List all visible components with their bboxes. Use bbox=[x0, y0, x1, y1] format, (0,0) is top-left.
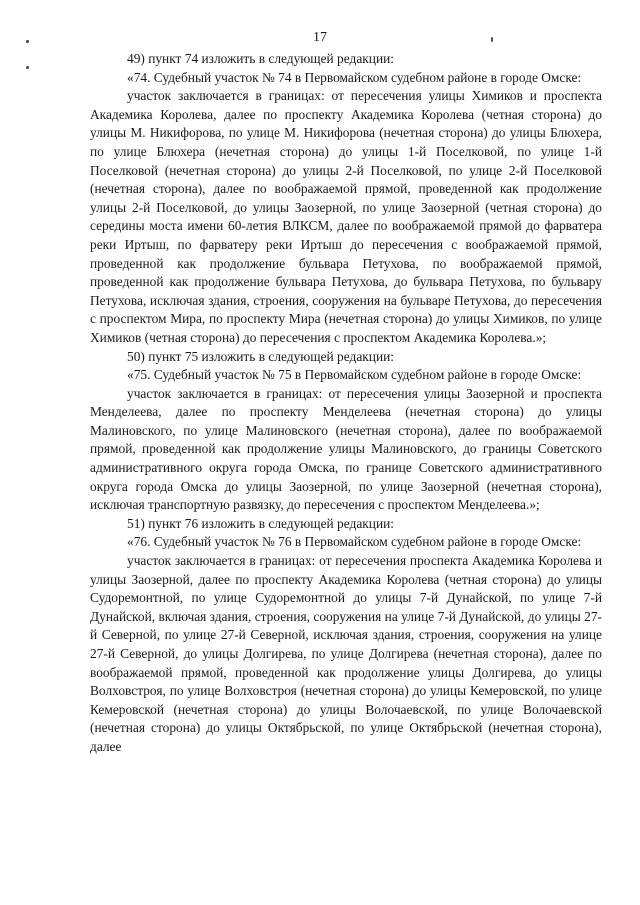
amendment-51: 51) пункт 76 изложить в следующей редакции: bbox=[127, 515, 395, 531]
court-section-75-heading: «75. Судебный участок № 75 в Первомайском судебном районе в городе Омске: bbox=[127, 367, 582, 383]
court-section-76-boundaries: участок заключается в границах: от пересечения проспекта Академика Королева и улицы Заозерной, далее по проспекту Академика Королева (четная сторона) до улицы Судоремонтной, по улице Судоремонтной до улицы 7-й Дунайской, по улице 7-й Дунайской, включая здания, строения, сооружения на улице 7-й Дунайской, до улицы 27-й Северной, по улице 27-й Северной, исключая здания, строения, сооружения на улице 27-й Северной, до улицы Долгирева, по улице Долгирева (нечетная сторона), далее по воображаемой прямой, проведенной как продолжение улицы Долгирева, до улицы Волховстроя, по улице Волховстроя (нечетная сторона) до улицы Кемеровской, по улице Кемеровской (нечетная сторона) до улицы Волочаевской, по улице Волочаевской (нечетная сторона) до улицы Октябрьской, по улице Октябрьской (нечетная сторона), далее bbox=[90, 553, 602, 754]
scan-mark bbox=[26, 66, 29, 69]
page-number: 17 bbox=[313, 30, 327, 45]
scan-mark bbox=[26, 40, 29, 43]
court-section-75-boundaries: участок заключается в границах: от пересечения улицы Заозерной и проспекта Менделеева, далее по проспекту Менделеева (нечетная сторона) до улицы Малиновского, по улице Малиновского (нечетная сторона), далее по воображаемой прямой, проведенной как продолжение улицы Малиновского, до границы Советского административного округа города Омска, по границе Советского административного округа города Омска до улицы Заозерной, по улице Заозерной (нечетная сторона), исключая транспортную развязку, до пересечения с проспектом Менделеева.»; bbox=[90, 385, 602, 513]
court-section-74-boundaries: участок заключается в границах: от пересечения улицы Химиков и проспекта Академика Королева, далее по проспекту Академика Королева (четная сторона) до улицы М. Никифорова, по улице М. Никифорова (нечетная сторона) до улицы Блюхера, по улице Блюхера (нечетная сторона) до улицы 1-й Поселковой, по улице 1-й Поселковой (нечетная сторона) до улицы 2-й Поселковой, по улице 2-й Поселковой (нечетная сторона), далее по воображаемой прямой, проведенной как продолжение улицы 2-й Поселковой, до улицы Заозерной, по улице Заозерной (четная сторона) до середины моста имени 60-летия ВЛКСМ, далее по воображаемой прямой до фарватера реки Иртыш, по фарватеру реки Иртыш до пересечения с воображаемой прямой, проведенной как продолжение бульвара Петухова, по воображаемой прямой, проведенной как продолжение бульвара Петухова, до бульвара Петухова, по бульвару Петухова, исключая здания, строения, сооружения на бульваре Петухова, до пересечения с проспектом Мира, по проспекту Мира (нечетная сторона) до улицы Химиков, по улице Химиков (четная сторона) до пересечения с проспектом Академика Королева.»; bbox=[90, 88, 602, 345]
scan-mark bbox=[491, 37, 493, 42]
amendment-49: 49) пункт 74 изложить в следующей редакции: bbox=[127, 51, 395, 66]
court-section-74-heading: «74. Судебный участок № 74 в Первомайском судебном районе в городе Омске: bbox=[127, 69, 582, 85]
document-body bbox=[90, 50, 602, 757]
amendment-50: 50) пункт 75 изложить в следующей редакции: bbox=[127, 348, 395, 364]
court-section-76-heading: «76. Судебный участок № 76 в Первомайском судебном районе в городе Омске: bbox=[127, 534, 582, 550]
